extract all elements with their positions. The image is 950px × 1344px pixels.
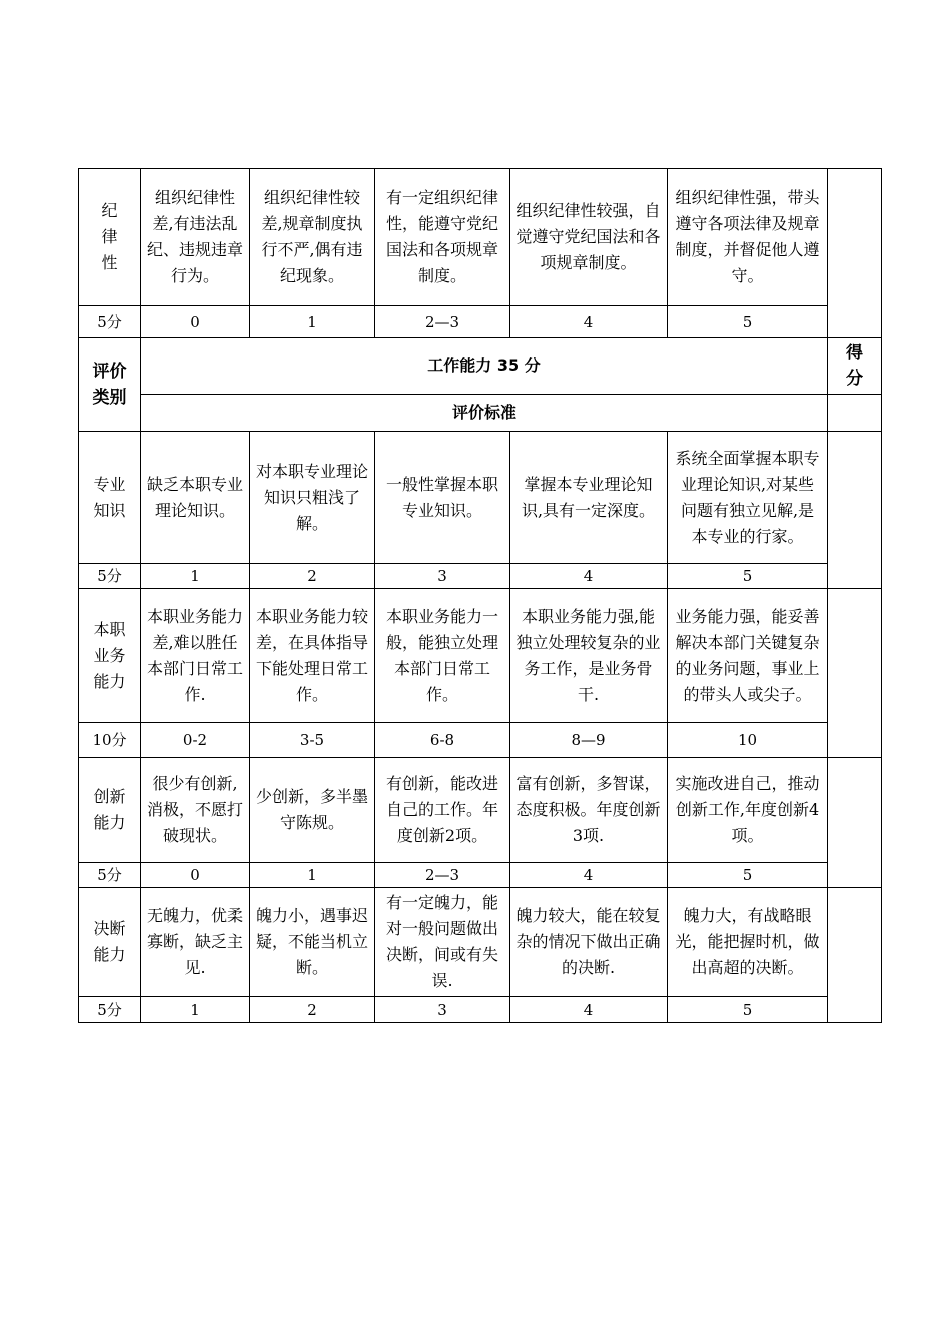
- table-row: [79, 758, 882, 863]
- score-cell: 4: [510, 997, 668, 1023]
- score-entry-cell[interactable]: [828, 758, 882, 888]
- evaluation-rubric-table: [78, 168, 882, 1023]
- score-cell: 3-5: [250, 723, 375, 758]
- score-cell: 5: [668, 306, 828, 338]
- criteria-cell: 掌握本专业理论知识,具有一定深度。: [510, 432, 668, 564]
- criteria-cell: 组织纪律性差,有违法乱纪、违规违章行为。: [141, 169, 250, 306]
- score-entry-cell[interactable]: [828, 169, 882, 338]
- criteria-cell: 组织纪律性较差,规章制度执行不严,偶有违纪现象。: [250, 169, 375, 306]
- criteria-cell: 组织纪律性强，带头遵守各项法律及规章制度，并督促他人遵守。: [668, 169, 828, 306]
- score-cell: 0: [141, 306, 250, 338]
- score-cell: 10: [668, 723, 828, 758]
- table-row: [79, 432, 882, 564]
- criteria-cell: 缺乏本职专业理论知识。: [141, 432, 250, 564]
- standard-label: 评价标准: [141, 395, 828, 432]
- table-header-row: [79, 338, 882, 395]
- criteria-cell: 魄力大，有战略眼光，能把握时机，做出高超的决断。: [668, 888, 828, 997]
- score-cell: 1: [141, 997, 250, 1023]
- score-cell: 1: [250, 306, 375, 338]
- criteria-cell: 有创新，能改进自己的工作。年度创新2项。: [375, 758, 510, 863]
- max-points-cell: 10分: [79, 723, 141, 758]
- criteria-cell: 富有创新，多智谋，态度积极。年度创新3项.: [510, 758, 668, 863]
- criteria-cell: 本职业务能力差,难以胜任本部门日常工作.: [141, 589, 250, 723]
- score-entry-cell[interactable]: [828, 888, 882, 1023]
- table-row: [79, 169, 882, 306]
- criteria-cell: 组织纪律性较强，自觉遵守党纪国法和各项规章制度。: [510, 169, 668, 306]
- category-label: 专业知识: [93, 474, 126, 520]
- category-label: 本职业务能力: [93, 619, 126, 691]
- score-cell: 4: [510, 564, 668, 589]
- table-row: [79, 863, 882, 888]
- score-cell: 5: [668, 997, 828, 1023]
- score-cell: 3: [375, 997, 510, 1023]
- criteria-cell: 本职业务能力强,能独立处理较复杂的业务工作，是业务骨干.: [510, 589, 668, 723]
- criteria-cell: 有一定组织纪律性，能遵守党纪国法和各项规章制度。: [375, 169, 510, 306]
- category-header-cell: [79, 338, 141, 432]
- criteria-cell: 一般性掌握本职专业知识。: [375, 432, 510, 564]
- group-title: 工作能力 35 分: [141, 338, 828, 395]
- max-points-cell: 5分: [79, 997, 141, 1023]
- score-cell: 2—3: [375, 306, 510, 338]
- table-row: [79, 723, 882, 758]
- score-cell: 3: [375, 564, 510, 589]
- score-header-label: 得分: [846, 343, 863, 389]
- score-cell: 0: [141, 863, 250, 888]
- score-header-cell: [828, 338, 882, 395]
- score-entry-cell[interactable]: [828, 432, 882, 589]
- score-cell: 2—3: [375, 863, 510, 888]
- category-cell: [79, 888, 141, 997]
- criteria-cell: 系统全面掌握本职专业理论知识,对某些问题有独立见解,是本专业的行家。: [668, 432, 828, 564]
- criteria-cell: 少创新，多半墨守陈规。: [250, 758, 375, 863]
- category-cell: [79, 589, 141, 723]
- criteria-cell: 魄力较大，能在较复杂的情况下做出正确的决断.: [510, 888, 668, 997]
- empty-cell: [828, 395, 882, 432]
- criteria-cell: 很少有创新,消极，不愿打破现状。: [141, 758, 250, 863]
- table-row: [79, 888, 882, 997]
- category-label: 创新能力: [93, 787, 126, 832]
- score-cell: 1: [141, 564, 250, 589]
- score-cell: 8—9: [510, 723, 668, 758]
- score-cell: 5: [668, 564, 828, 589]
- category-label: 纪律性: [101, 201, 118, 272]
- max-points-cell: 5分: [79, 564, 141, 589]
- category-cell: [79, 758, 141, 863]
- criteria-cell: 实施改进自己，推动创新工作,年度创新4项。: [668, 758, 828, 863]
- criteria-cell: 业务能力强，能妥善解决本部门关键复杂的业务问题，事业上的带头人或尖子。: [668, 589, 828, 723]
- category-header-label: 评价类别: [92, 361, 127, 408]
- score-cell: 6-8: [375, 723, 510, 758]
- score-entry-cell[interactable]: [828, 589, 882, 758]
- score-cell: 4: [510, 863, 668, 888]
- score-cell: 4: [510, 306, 668, 338]
- category-label: 决断能力: [93, 919, 126, 964]
- criteria-cell: 本职业务能力一般，能独立处理本部门日常工作。: [375, 589, 510, 723]
- max-points-cell: 5分: [79, 863, 141, 888]
- score-cell: 2: [250, 997, 375, 1023]
- score-cell: 5: [668, 863, 828, 888]
- criteria-cell: 本职业务能力较差，在具体指导下能处理日常工作。: [250, 589, 375, 723]
- criteria-cell: 无魄力，优柔寡断，缺乏主见.: [141, 888, 250, 997]
- category-cell: [79, 432, 141, 564]
- criteria-cell: 对本职专业理论知识只粗浅了解。: [250, 432, 375, 564]
- score-cell: 2: [250, 564, 375, 589]
- table-row: [79, 997, 882, 1023]
- criteria-cell: 魄力小，遇事迟疑，不能当机立断。: [250, 888, 375, 997]
- table-row: [79, 306, 882, 338]
- category-cell: [79, 169, 141, 306]
- criteria-cell: 有一定魄力，能对一般问题做出决断，间或有失误.: [375, 888, 510, 997]
- max-points-cell: 5分: [79, 306, 141, 338]
- table-header-row: [79, 395, 882, 432]
- score-cell: 0-2: [141, 723, 250, 758]
- table-row: [79, 589, 882, 723]
- table-row: [79, 564, 882, 589]
- score-cell: 1: [250, 863, 375, 888]
